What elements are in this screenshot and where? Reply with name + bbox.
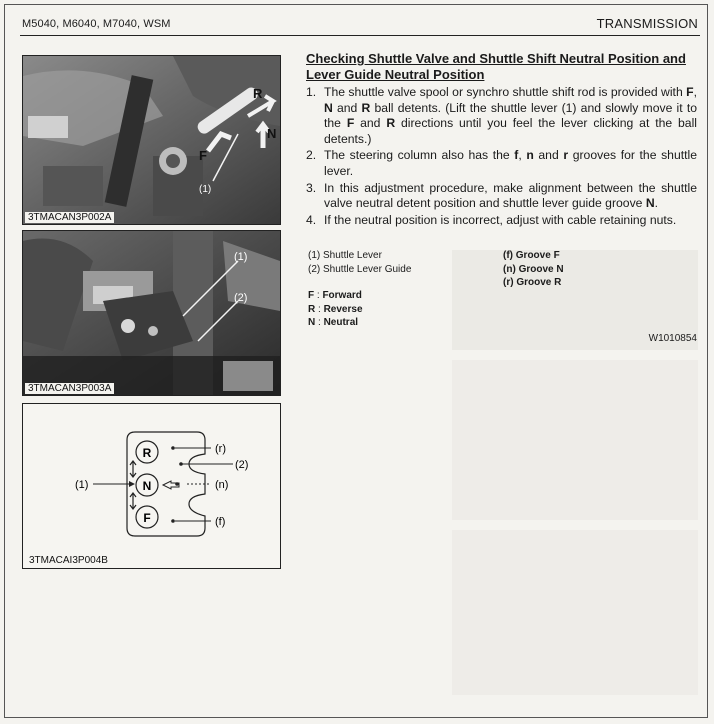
step-text: .	[654, 196, 659, 211]
legend-key: F	[308, 290, 315, 301]
diagram-label-r: R	[142, 446, 152, 460]
legend-name: Shuttle Lever	[323, 250, 382, 261]
header-rule	[20, 35, 700, 36]
diagram-label-n-groove: (n)	[215, 479, 229, 491]
directions-legend	[308, 289, 363, 330]
procedure-step	[306, 181, 697, 212]
step-key-term: r	[563, 148, 569, 163]
photo-label-n: N	[267, 126, 277, 141]
legend-name: Forward	[322, 290, 362, 301]
step-key-term: N	[645, 196, 655, 211]
step-text: and	[332, 100, 362, 115]
header-section: TRANSMISSION	[596, 16, 698, 31]
procedure-step	[306, 85, 697, 147]
step-text: directions until you feel the lever clicking at the ball detents.)	[324, 116, 697, 146]
photo-label-1: (1)	[234, 251, 248, 263]
step-number: 3.	[306, 180, 317, 195]
figure-shift-pattern-diagram	[22, 403, 281, 569]
legend-key: N	[308, 317, 316, 328]
step-key-term: n	[526, 148, 534, 163]
step-text: In this adjustment procedure, make alignment between the shuttle valve neutral detent position and shuttle lever guide groove	[324, 180, 697, 211]
step-text: ball detents. (Lift the shuttle lever (1) and slowly move it to the	[324, 100, 697, 131]
legend-key: R	[308, 303, 316, 315]
document-code: W1010854	[648, 333, 697, 344]
step-text: The shuttle valve spool or synchro shuttle shift rod is provided with	[324, 85, 687, 99]
legend-key: (2)	[308, 263, 321, 275]
procedure-steps	[306, 85, 697, 229]
figure-lever-guide-photo	[22, 230, 281, 396]
legend-row	[503, 263, 564, 277]
diagram-label-lever: (1)	[75, 479, 89, 491]
step-key-term: R	[361, 100, 371, 115]
step-text: grooves for the shuttle lever.	[324, 148, 697, 178]
step-key-term: R	[386, 116, 396, 131]
legend-row	[503, 276, 564, 290]
figure-shuttle-lever-photo	[22, 55, 281, 225]
section-title: Checking Shuttle Valve and Shuttle Shift Neutral Position and Lever Guide Neutral Position	[306, 51, 686, 82]
figure-caption: 3TMACAI3P004B	[29, 555, 108, 566]
legend-name: Groove F	[515, 250, 560, 261]
photo-label-1: (1)	[199, 184, 212, 195]
legend-row: N : Neutral	[308, 317, 359, 328]
photo-label-2: (2)	[234, 292, 248, 304]
step-number: 4.	[306, 212, 317, 227]
step-text: If the neutral position is incorrect, adjust with cable retaining nuts.	[324, 212, 677, 227]
legend-row	[308, 249, 411, 263]
grooves-legend	[503, 249, 564, 290]
diagram-label-guide: (2)	[235, 459, 249, 471]
bleed-through-block	[452, 360, 698, 520]
diagram-label-f-groove: (f)	[215, 516, 226, 528]
legend-key: (n)	[503, 263, 516, 275]
step-key-term: N	[324, 100, 333, 115]
lever-guide-photo-illustration	[23, 231, 280, 395]
legend-key: (f)	[503, 250, 513, 261]
legend-key: (1)	[308, 250, 321, 261]
diagram-label-r-groove: (r)	[215, 443, 226, 455]
shift-pattern-diagram	[23, 404, 280, 554]
step-key-term: F	[686, 85, 694, 99]
header-models: M5040, M6040, M7040, WSM	[22, 18, 171, 30]
legend-row	[503, 249, 564, 263]
step-text: ,	[693, 85, 697, 99]
legend-name: Groove N	[518, 263, 564, 275]
legend-name: Neutral	[323, 317, 359, 328]
step-text: The steering column also has the	[324, 148, 515, 163]
parts-legend	[308, 249, 411, 276]
step-text: ,	[518, 148, 527, 163]
legend-row	[308, 263, 411, 277]
legend-key: (r)	[503, 277, 514, 288]
shuttle-lever-photo-illustration	[23, 56, 280, 224]
procedure-step	[306, 213, 697, 229]
bleed-through-block	[452, 530, 698, 695]
legend-row: F : Forward	[308, 290, 362, 301]
legend-name: Reverse	[323, 303, 363, 315]
photo-label-r: R	[253, 86, 263, 101]
step-number: 2.	[306, 148, 317, 163]
step-number: 1.	[306, 85, 317, 99]
photo-label-f: F	[199, 148, 207, 163]
step-text: and	[533, 148, 564, 163]
procedure-step	[306, 148, 697, 179]
step-text: and	[354, 116, 387, 131]
legend-name: Shuttle Lever Guide	[323, 263, 412, 275]
legend-name: Groove R	[516, 277, 562, 288]
step-key-term: F	[346, 116, 355, 131]
step-key-term: f	[514, 148, 519, 163]
diagram-label-n: N	[142, 479, 152, 493]
diagram-label-f: F	[143, 511, 151, 525]
figure-caption: 3TMACAN3P002A	[25, 212, 114, 223]
figure-caption: 3TMACAN3P003A	[25, 383, 114, 394]
legend-row: R : Reverse	[308, 303, 363, 315]
